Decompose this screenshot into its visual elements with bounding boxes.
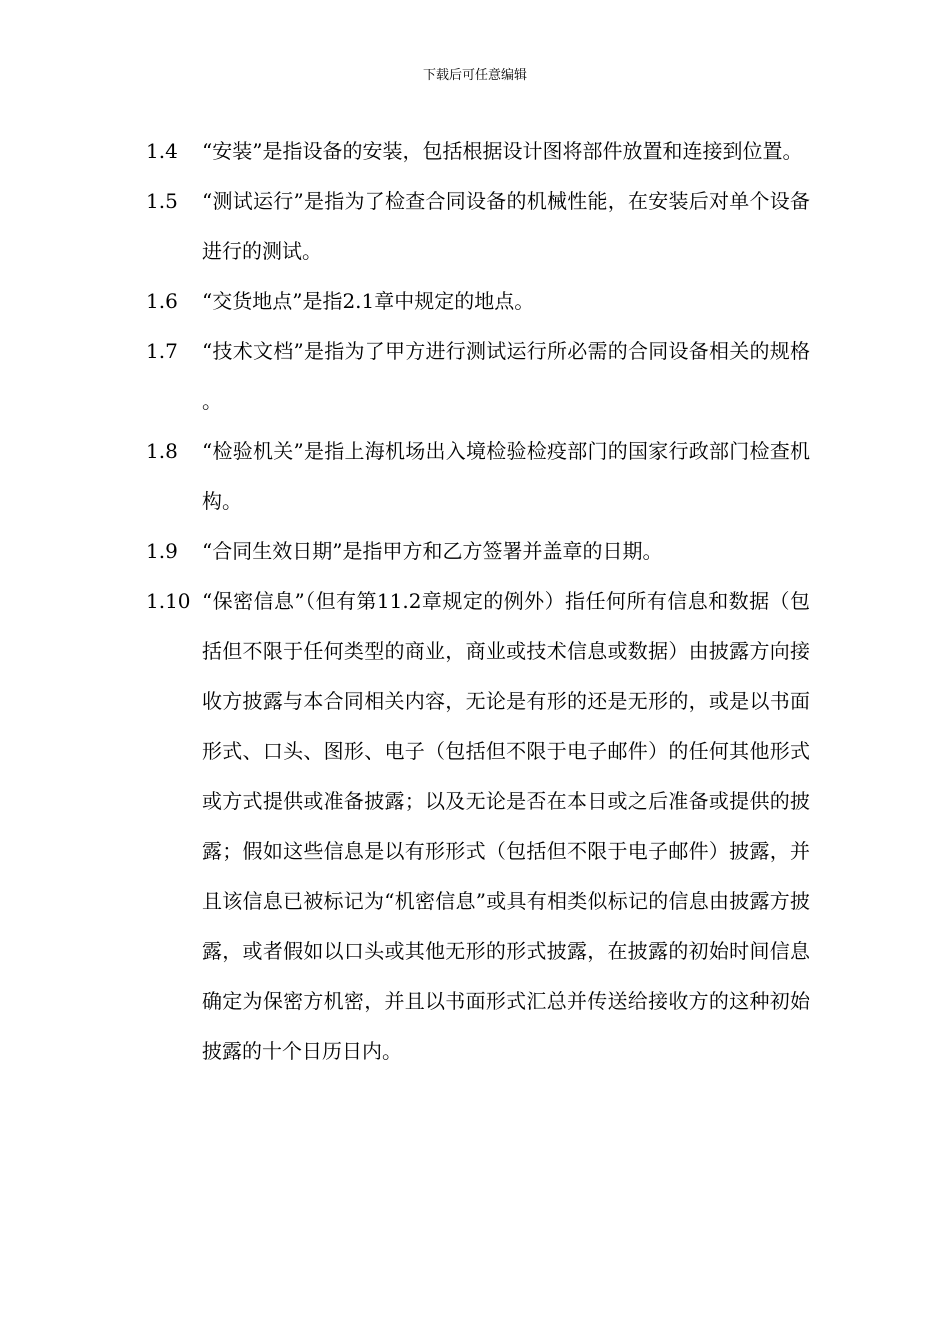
page-header: 下载后可任意编辑 bbox=[422, 68, 527, 83]
clause-1-9 bbox=[146, 526, 810, 576]
clause-1-6 bbox=[146, 276, 810, 326]
clause-number: 1.4 bbox=[146, 139, 178, 163]
clause-number: 1.9 bbox=[146, 539, 178, 563]
clause-text: “交货地点”是指2.1章中规定的地点。 bbox=[202, 289, 535, 313]
clause-1-4 bbox=[146, 126, 810, 176]
clause-text: “合同生效日期”是指甲方和乙方签署并盖章的日期。 bbox=[202, 539, 663, 563]
clause-text: “检验机关”是指上海机场出入境检验检疫部门的国家行政部门检查机构。 bbox=[202, 439, 810, 513]
clause-1-5 bbox=[146, 176, 810, 276]
clause-number: 1.7 bbox=[146, 339, 178, 363]
clause-number: 1.10 bbox=[146, 589, 191, 613]
clause-1-8 bbox=[146, 426, 810, 526]
clause-list bbox=[146, 126, 810, 1076]
clause-1-7 bbox=[146, 326, 810, 426]
clause-text: “保密信息”（但有第11.2章规定的例外）指任何所有信息和数据（包括但不限于任何类型的商业，商业或技术信息或数据）由披露方向接收方披露与本合同相关内容，无论是有形的还是无形的，或是以书面形式、口头、图形、电子（包括但不限于电子邮件）的任何其他形式或方式提供或准备披露；以及无论是否在本日或之后准备或提供的披露；假如这些信息是以有形形式（包括但不限于电子邮件）披露，并且该信息已被标记为“机密信息”或具有相类似标记的信息由披露方披露，或者假如以口头或其他无形的形式披露，在披露的初始时间信息确定为保密方机密，并且以书面形式汇总并传送给接收方的这种初始披露的十个日历日内。 bbox=[202, 589, 810, 1063]
clause-text: “技术文档”是指为了甲方进行测试运行所必需的合同设备相关的规格。 bbox=[202, 339, 810, 413]
clause-text: “测试运行”是指为了检查合同设备的机械性能，在安装后对单个设备进行的测试。 bbox=[202, 189, 810, 263]
clause-text: “安装”是指设备的安装，包括根据设计图将部件放置和连接到位置。 bbox=[202, 139, 803, 163]
clause-number: 1.6 bbox=[146, 289, 178, 313]
clause-1-10 bbox=[146, 576, 810, 1076]
clause-number: 1.8 bbox=[146, 439, 178, 463]
clause-number: 1.5 bbox=[146, 189, 178, 213]
